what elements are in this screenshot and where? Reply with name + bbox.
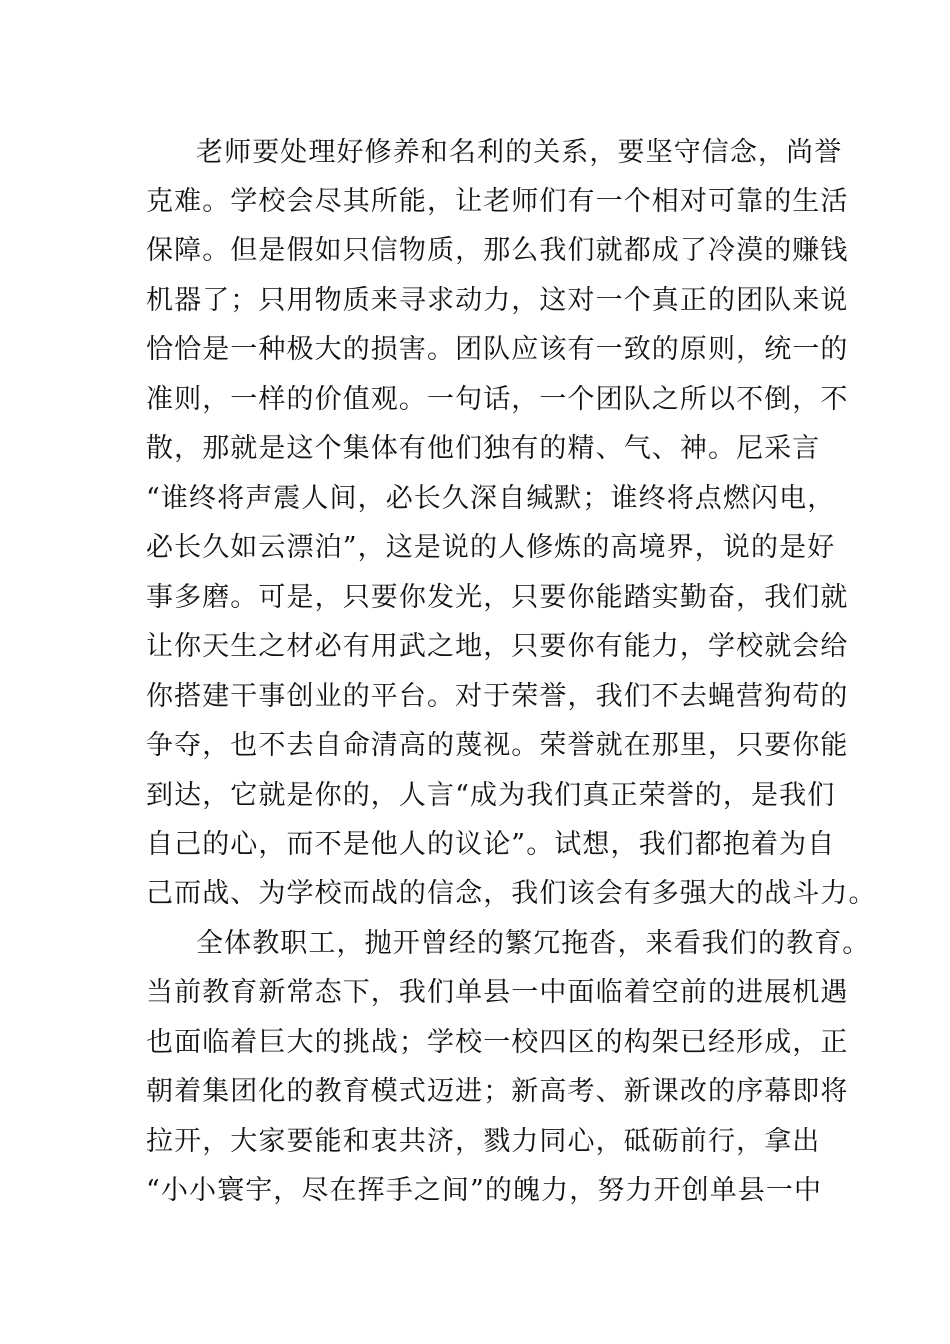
paragraph-1-line-13: 争夺，也不去自命清高的蔑视。荣誉就在那里，只要你能 <box>146 730 849 761</box>
paragraph-1-line-12: 你搭建干事创业的平台。对于荣誉，我们不去蝇营狗苟的 <box>146 681 849 712</box>
paragraph-1-line-10: 事多磨。可是，只要你发光，只要你能踏实勤奋，我们就 <box>146 582 849 613</box>
paragraph-2-line-2: 当前教育新常态下，我们单县一中面临着空前的进展机遇 <box>146 977 849 1008</box>
paragraph-1-line-9: 必长久如云漂泊”，这是说的人修炼的高境界，说的是好 <box>146 532 836 563</box>
paragraph-1-line-11: 让你天生之材必有用武之地，只要你有能力，学校就会给 <box>146 631 849 662</box>
paragraph-1-line-6: 准则，一样的价值观。一句话，一个团队之所以不倒，不 <box>146 384 849 415</box>
paragraph-2-line-5: 拉开，大家要能和衷共济，戮力同心，砥砺前行，拿出 <box>146 1126 821 1157</box>
paragraph-1-line-3: 保障。但是假如只信物质，那么我们就都成了冷漠的赚钱 <box>146 235 849 266</box>
paragraph-1-line-5: 恰恰是一种极大的损害。团队应该有一致的原则，统一的 <box>146 334 849 365</box>
paragraph-2-line-6: “小小寰宇，尽在挥手之间”的魄力，努力开创单县一中 <box>146 1175 823 1206</box>
paragraph-1-line-2: 克难。学校会尽其所能，让老师们有一个相对可靠的生活 <box>146 186 849 217</box>
paragraph-1-line-14: 到达，它就是你的，人言“成为我们真正荣誉的，是我们 <box>146 780 836 811</box>
paragraph-2-line-3: 也面临着巨大的挑战；学校一校四区的构架已经形成，正 <box>146 1027 849 1058</box>
paragraph-1-line-7: 散，那就是这个集体有他们独有的精、气、神。尼采言 <box>146 433 821 464</box>
paragraph-2-line-1: 全体教职工，抛开曾经的繁冗拖沓，来看我们的教育。 <box>196 928 871 959</box>
paragraph-1-line-1: 老师要处理好修养和名利的关系，要坚守信念，尚誉 <box>196 137 843 168</box>
paragraph-1-line-8: “谁终将声震人间，必长久深自缄默；谁终将点燃闪电， <box>146 483 836 514</box>
paragraph-2-line-4: 朝着集团化的教育模式迈进；新高考、新课改的序幕即将 <box>146 1076 849 1107</box>
paragraph-1-line-15: 自己的心，而不是他人的议论”。试想，我们都抱着为自 <box>146 829 836 860</box>
paragraph-1-line-4: 机器了；只用物质来寻求动力，这对一个真正的团队来说 <box>146 285 849 316</box>
paragraph-1-line-16: 己而战、为学校而战的信念，我们该会有多强大的战斗力。 <box>146 878 877 909</box>
